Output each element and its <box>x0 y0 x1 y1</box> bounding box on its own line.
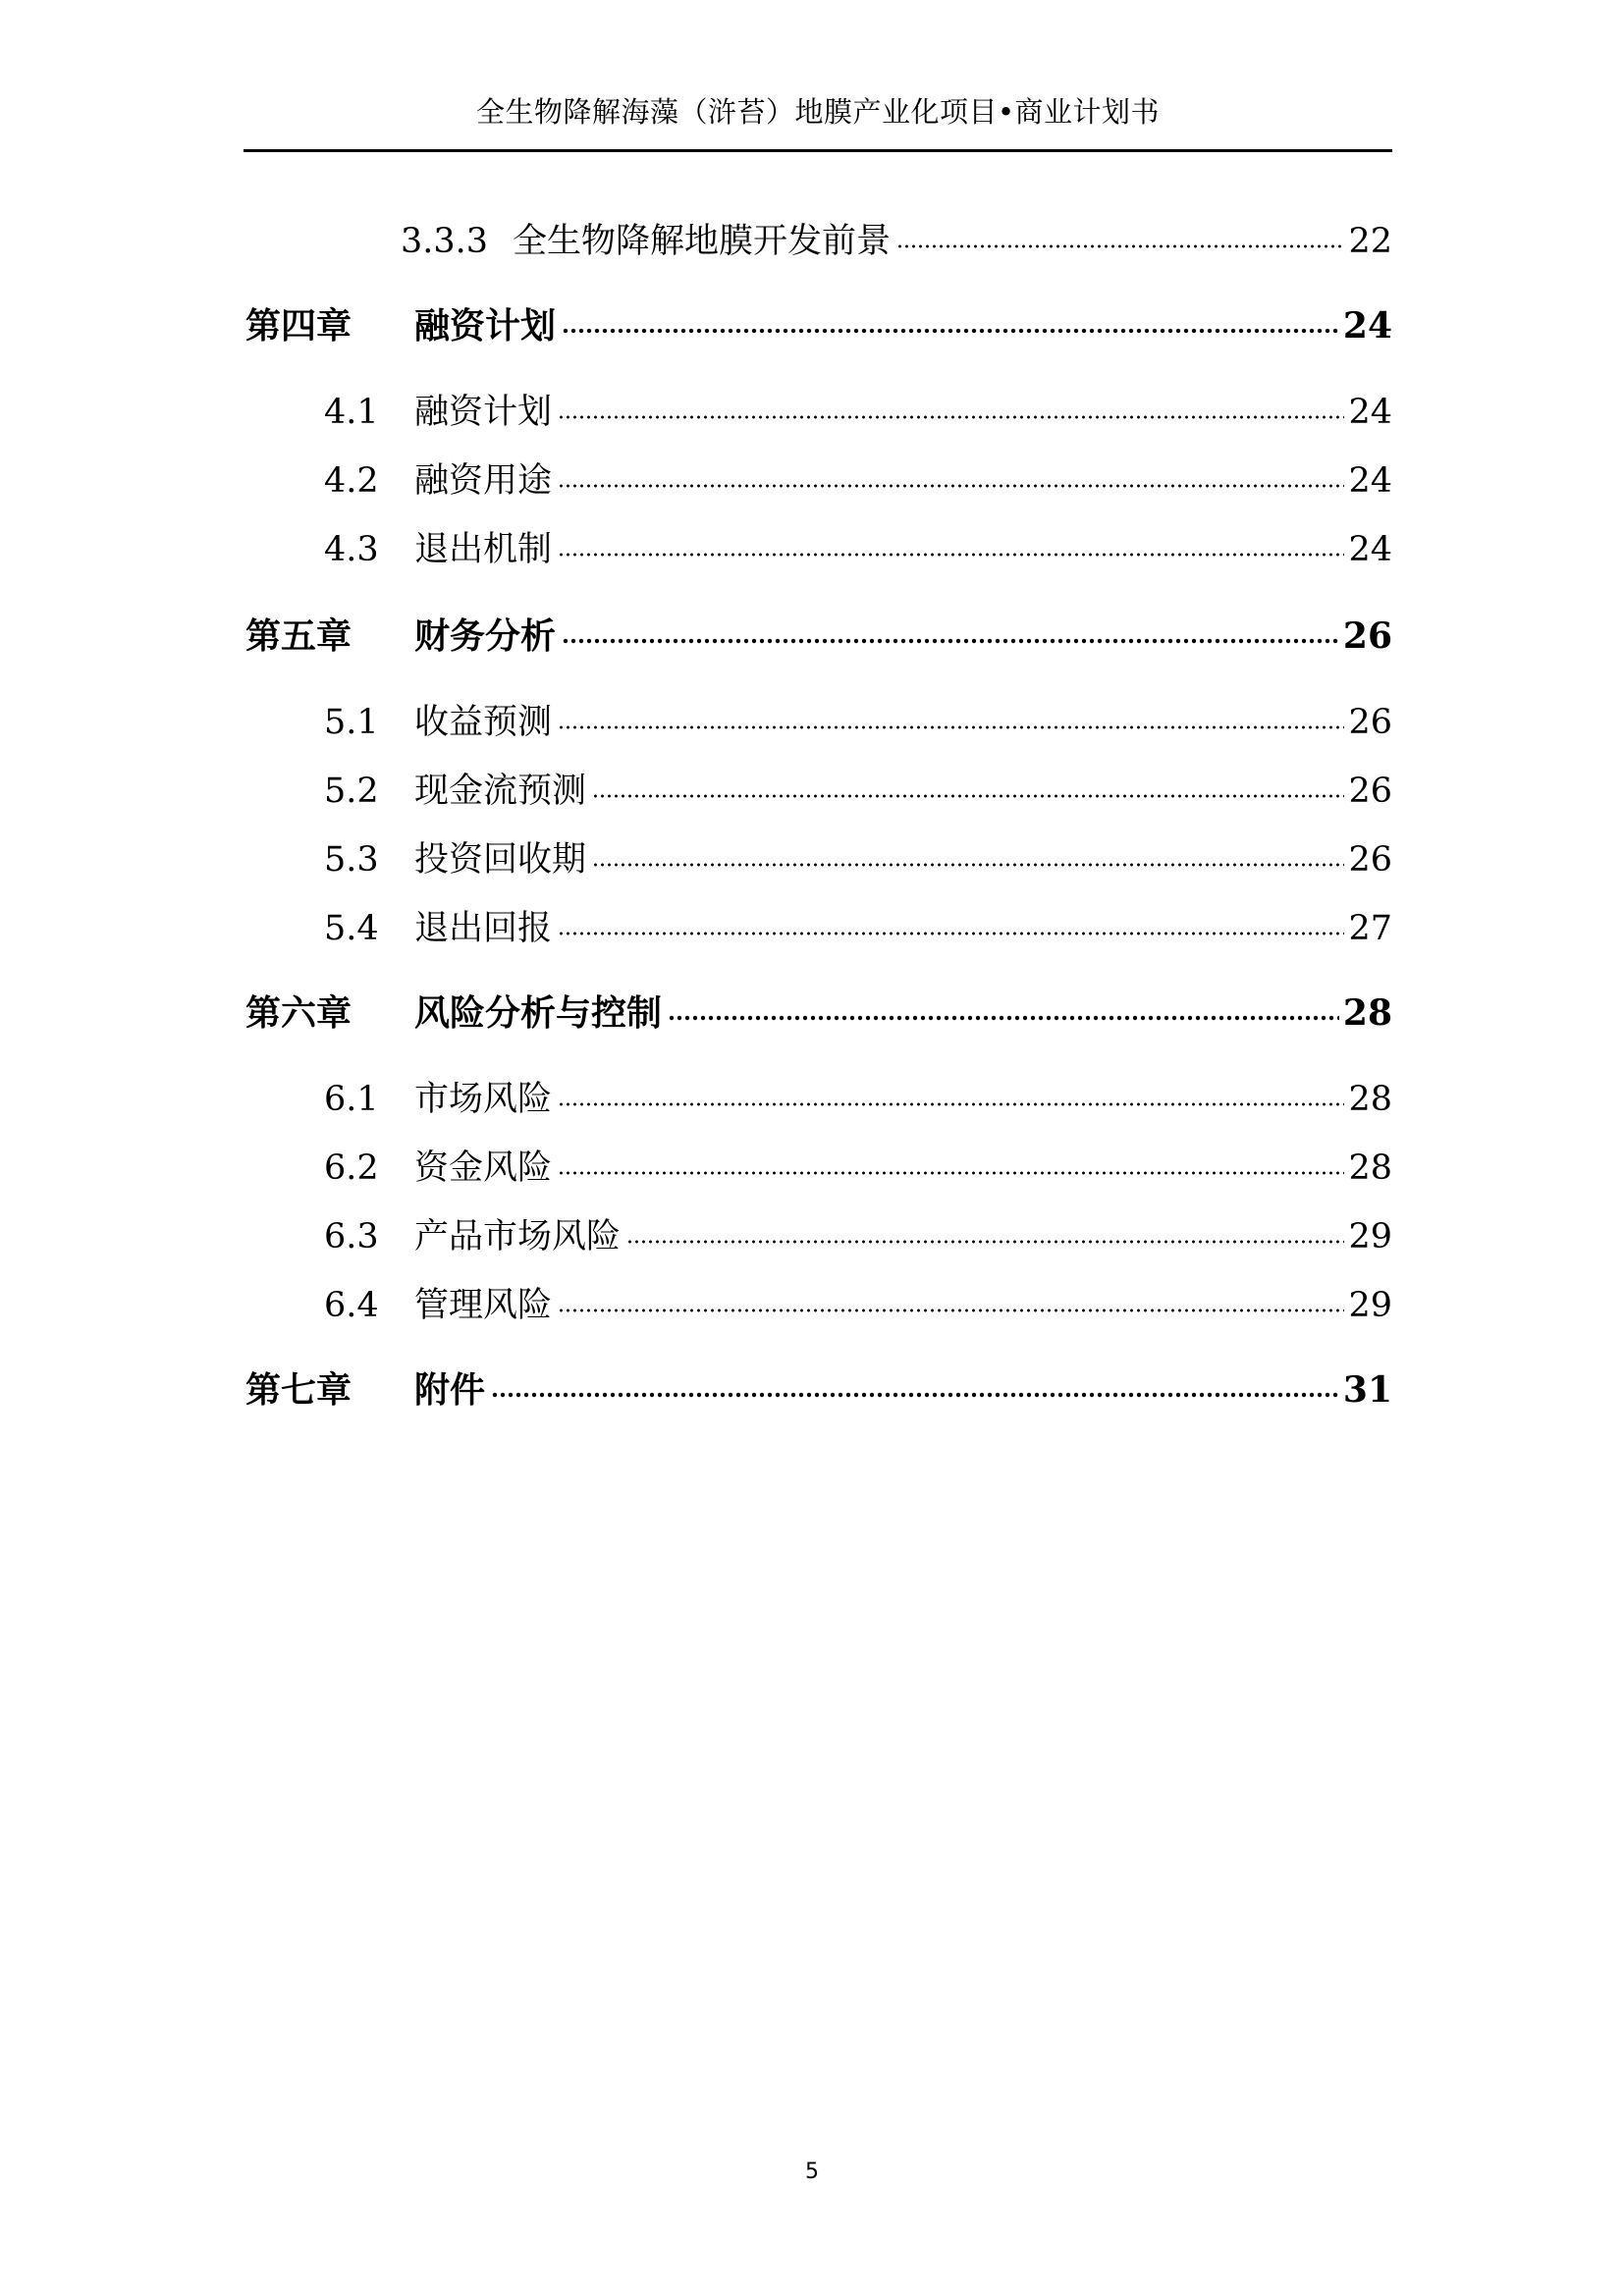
toc-entry-6-3[interactable] <box>324 1209 1392 1258</box>
page-number: 5 <box>805 2160 819 2184</box>
toc-entry-number: 第五章 <box>245 615 352 657</box>
toc-entry-title: 融资计划 <box>414 393 553 432</box>
toc-entry-number: 4.2 <box>324 461 379 501</box>
toc-entry-page: 26 <box>1348 840 1392 880</box>
toc-entry-4-1[interactable] <box>324 385 1392 434</box>
toc-entry-page: 27 <box>1348 909 1392 948</box>
toc-entry-5-1[interactable] <box>324 695 1392 744</box>
toc-entry-number: 3.3.3 <box>401 222 489 261</box>
toc-entry-title: 管理风险 <box>414 1286 553 1325</box>
toc-entry-5-3[interactable] <box>324 832 1392 881</box>
dot-leader <box>558 552 1344 558</box>
toc-entry-number: 5.4 <box>324 909 379 948</box>
dot-leader <box>562 638 1339 644</box>
toc-entry-number: 第四章 <box>245 305 352 347</box>
toc-entry-page: 28 <box>1342 992 1392 1034</box>
dot-leader <box>558 1170 1344 1176</box>
toc-entry-5-2[interactable] <box>324 764 1392 813</box>
dot-leader <box>491 1392 1339 1398</box>
toc-entry-number: 4.3 <box>324 530 379 569</box>
toc-entry-number: 6.1 <box>324 1080 379 1119</box>
toc-entry-chapter-7[interactable] <box>245 1362 1392 1412</box>
toc-entry-3-3-3[interactable] <box>401 214 1392 263</box>
dot-leader <box>592 793 1344 799</box>
dot-leader <box>558 724 1344 730</box>
toc-entry-4-2[interactable] <box>324 454 1392 503</box>
toc-entry-title: 融资计划 <box>414 306 557 347</box>
dot-leader <box>562 328 1339 334</box>
dot-leader <box>668 1015 1339 1021</box>
dot-leader <box>896 243 1344 249</box>
toc-entry-6-4[interactable] <box>324 1278 1392 1327</box>
toc-entry-number: 6.4 <box>324 1286 379 1325</box>
dot-leader <box>558 1308 1344 1313</box>
toc-entry-4-3[interactable] <box>324 522 1392 571</box>
toc-entry-title: 市场风险 <box>414 1080 553 1119</box>
dot-leader <box>592 862 1344 868</box>
toc-entry-title: 附件 <box>414 1370 486 1411</box>
toc-entry-page: 22 <box>1348 222 1392 261</box>
toc-entry-title: 退出回报 <box>414 909 553 948</box>
toc-entry-page: 24 <box>1348 393 1392 432</box>
toc-entry-title: 融资用途 <box>414 461 553 501</box>
toc-entry-title: 风险分析与控制 <box>414 993 663 1034</box>
toc-entry-page: 28 <box>1348 1148 1392 1188</box>
toc-entry-page: 24 <box>1348 530 1392 569</box>
toc-entry-page: 29 <box>1348 1286 1392 1325</box>
dot-leader <box>558 414 1344 420</box>
toc-entry-title: 产品市场风险 <box>414 1217 622 1256</box>
toc-entry-chapter-4[interactable] <box>245 298 1392 347</box>
toc-entry-page: 26 <box>1348 772 1392 811</box>
toc-entry-6-2[interactable] <box>324 1141 1392 1190</box>
toc-entry-page: 29 <box>1348 1217 1392 1256</box>
toc-entry-number: 6.2 <box>324 1148 379 1188</box>
dot-leader <box>558 1101 1344 1107</box>
toc-entry-page: 24 <box>1342 305 1392 347</box>
toc-entry-title: 退出机制 <box>414 530 553 569</box>
dot-leader <box>626 1239 1344 1245</box>
toc-entry-number: 第七章 <box>245 1369 352 1411</box>
toc-entry-title: 投资回收期 <box>414 840 587 880</box>
toc-entry-number: 4.1 <box>324 393 379 432</box>
toc-entry-5-4[interactable] <box>324 901 1392 950</box>
toc-entry-page: 26 <box>1342 615 1392 657</box>
toc-entry-title: 财务分析 <box>414 616 557 657</box>
toc-entry-6-1[interactable] <box>324 1072 1392 1121</box>
page-header: 全生物降解海藻（浒苔）地膜产业化项目•商业计划书 <box>475 95 1161 129</box>
dot-leader <box>558 931 1344 936</box>
toc-entry-number: 5.1 <box>324 703 379 742</box>
toc-entry-number: 5.2 <box>324 772 379 811</box>
toc-entry-title: 现金流预测 <box>414 772 587 811</box>
toc-entry-page: 31 <box>1342 1369 1392 1411</box>
toc-entry-number: 6.3 <box>324 1217 379 1256</box>
toc-entry-number: 第六章 <box>245 992 352 1034</box>
toc-entry-chapter-5[interactable] <box>245 609 1392 658</box>
dot-leader <box>558 483 1344 489</box>
toc-entry-title: 全生物降解地膜开发前景 <box>513 222 892 261</box>
toc-entry-title: 资金风险 <box>414 1148 553 1188</box>
toc-entry-page: 26 <box>1348 703 1392 742</box>
toc-entry-title: 收益预测 <box>414 703 553 742</box>
toc-entry-page: 28 <box>1348 1080 1392 1119</box>
toc-entry-chapter-6[interactable] <box>245 986 1392 1035</box>
toc-entry-number: 5.3 <box>324 840 379 880</box>
toc-entry-page: 24 <box>1348 461 1392 501</box>
